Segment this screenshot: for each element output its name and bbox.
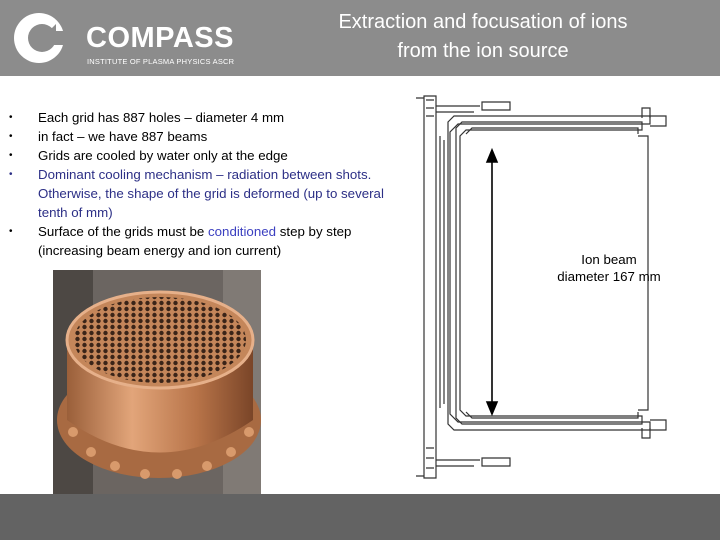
bullet-item xyxy=(0,127,410,146)
bullet-text: Grids are cooled by water only at the edge xyxy=(38,148,288,163)
bullet-text: Dominant cooling mechanism – radiation between shots. Otherwise, the shape of the grid is deformed (up to several tenth of mm) xyxy=(38,167,384,220)
bullet-list xyxy=(0,108,410,260)
bullet-text: in fact – we have 887 beams xyxy=(38,129,208,144)
bullet-icon: • xyxy=(9,131,13,142)
ion-beam-label xyxy=(542,251,676,285)
bullet-text: Each grid has 887 holes – diameter 4 mm xyxy=(38,110,285,125)
bullet-icon: • xyxy=(9,150,13,161)
ion-source-diagram xyxy=(410,88,678,488)
ion-beam-label-line-2: diameter 167 mm xyxy=(557,269,661,284)
bullet-text-before: Surface of the grids must be xyxy=(38,224,208,239)
logo-subtitle: INSTITUTE OF PLASMA PHYSICS ASCR xyxy=(87,57,235,66)
logo-name: COMPASS xyxy=(86,22,234,54)
highlight-conditioned: conditioned xyxy=(208,224,277,239)
slide-title xyxy=(268,8,698,66)
bullet-item xyxy=(0,146,410,165)
footer-bar xyxy=(0,494,720,540)
bullet-icon: • xyxy=(9,112,13,123)
bullet-item xyxy=(0,165,410,222)
grid-photo xyxy=(53,270,261,494)
bullet-icon: • xyxy=(9,169,13,180)
copper-grid-image xyxy=(53,270,261,494)
header-bar xyxy=(0,0,720,76)
ion-beam-label-line-1: Ion beam xyxy=(581,252,637,267)
bullet-item xyxy=(0,108,410,127)
bullet-text-after: step by step (increasing beam energy and ion current) xyxy=(38,224,352,258)
compass-logo xyxy=(10,10,250,66)
bullet-item xyxy=(0,222,410,260)
compass-c-icon xyxy=(10,10,72,66)
title-line-1: Extraction and focusation of ions xyxy=(338,11,628,33)
title-line-2: from the ion source xyxy=(397,40,569,62)
bullet-icon: • xyxy=(9,226,13,237)
